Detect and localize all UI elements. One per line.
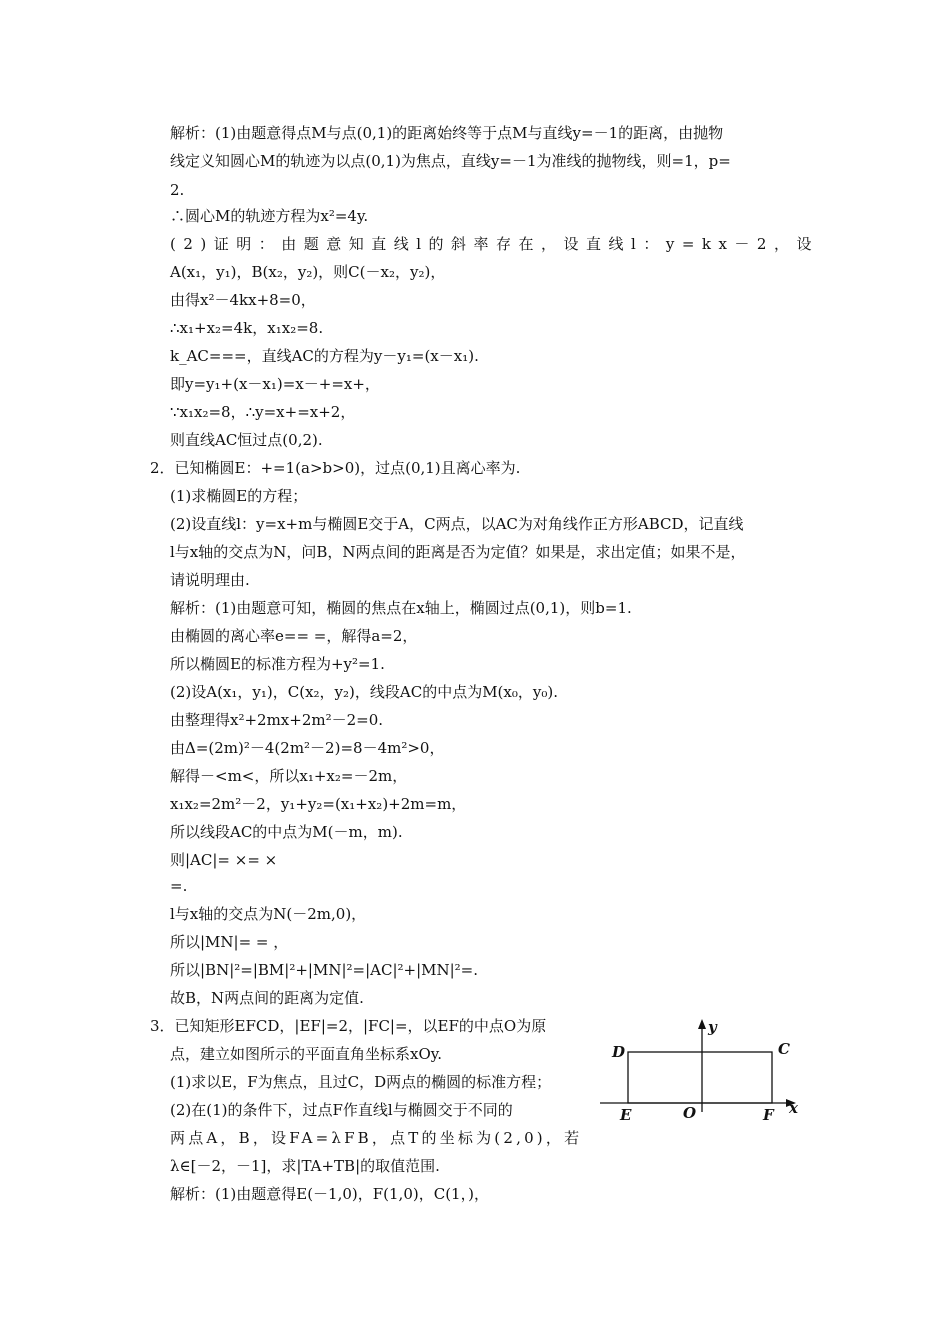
p2-line-3: (2)设直线l：y=x+m与椭圆E交于A，C两点，以AC为对角线作正方形ABCD，记直线 (170, 515, 744, 533)
p1-line-12: 则直线AC恒过点(0,2). (170, 431, 323, 449)
p1-line-10: 即y=y₁+(x－x₁)=x－+=x+， (170, 375, 380, 393)
p3-line-3: (1)求以E，F为焦点，且过C，D两点的椭圆的标准方程； (170, 1073, 552, 1091)
y-axis-arrow-icon (698, 1019, 706, 1029)
p1-line-8: ∴x₁+x₂=4k，x₁x₂=8. (170, 319, 324, 337)
p3-question: 3．已知矩形EFCD，|EF|=2，|FC|=，以EF的中点O为原 (150, 1017, 547, 1035)
p2-line-9: (2)设A(x₁，y₁)，C(x₂，y₂)，线段AC的中点为M(x₀，y₀). (170, 683, 558, 701)
p3-line-2: 点，建立如图所示的平面直角坐标系xOy. (170, 1045, 443, 1063)
p2-line-5: 请说明理由. (170, 571, 250, 589)
p2-line-11: 由Δ=(2m)²－4(2m²－2)=8－4m²>0， (170, 739, 445, 757)
p3-line-6: λ∈[－2，－1]，求|TA+TB|的取值范围. (170, 1157, 440, 1175)
point-e-label: E (620, 1106, 632, 1122)
p2-line-4: l与x轴的交点为N，问B，N两点间的距离是否为定值？如果是，求出定值；如果不是， (170, 543, 746, 561)
p2-line-12: 解得－<m<，所以x₁+x₂=－2m， (170, 767, 408, 785)
point-d-label: D (612, 1043, 626, 1061)
p2-line-14: 所以线段AC的中点为M(－m，m). (170, 823, 403, 841)
p2-line-19: 所以|BN|²=|BM|²+|MN|²=|AC|²+|MN|²=. (170, 961, 479, 979)
p1-line-2: 线定义知圆心M的轨迹为以点(0,1)为焦点，直线y=－1为准线的抛物线，则=1，p= (170, 152, 731, 170)
p2-line-6: 解析：(1)由题意可知，椭圆的焦点在x轴上，椭圆过点(0,1)，则b=1. (170, 599, 632, 617)
p2-line-13: x₁x₂=2m²－2，y₁+y₂=(x₁+x₂)+2m=m， (170, 795, 467, 813)
p2-line-18: 所以|MN|= = ， (170, 933, 289, 951)
p2-line-15: 则|AC|= ×= × (170, 851, 278, 869)
x-axis-label: x (789, 1099, 798, 1117)
p1-line-11: ∵x₁x₂=8，∴y=x+=x+2， (170, 403, 356, 421)
p3-line-7: 解析：(1)由题意得E(－1,0)，F(1,0)，C(1，)， (170, 1185, 489, 1203)
p2-line-2: (1)求椭圆E的方程； (170, 487, 308, 505)
p2-line-10: 由整理得x²+2mx+2m²－2=0. (170, 711, 384, 729)
p2-line-16: =. (170, 877, 188, 895)
p2-line-17: l与x轴的交点为N(－2m,0)， (170, 905, 367, 923)
p1-line-4: ∴圆心M的轨迹方程为x²=4y. (170, 207, 369, 225)
p1-line-6: A(x₁，y₁)，B(x₂，y₂)，则C(－x₂，y₂)， (170, 263, 446, 281)
coordinate-figure (596, 1016, 812, 1122)
p2-line-8: 所以椭圆E的标准方程为+y²=1. (170, 655, 385, 673)
y-axis-label: y (708, 1018, 717, 1036)
p1-line-1: 解析：(1)由题意得点M与点(0,1)的距离始终等于点M与直线y=－1的距离，由抛物 (170, 124, 724, 142)
p3-line-5: 两点A，B，设FA=λFB，点T的坐标为(2,0)，若 (170, 1129, 583, 1147)
p2-line-7: 由椭圆的离心率e== =，解得a=2， (170, 627, 418, 645)
point-f-label: F (763, 1106, 774, 1122)
p1-line-5: (2)证明：由题意知直线l的斜率存在，设直线l：y=kx－2，设 (170, 235, 819, 253)
p2-question: 2．已知椭圆E：+=1(a>b>0)，过点(0,1)且离心率为. (150, 459, 521, 477)
p1-line-9: k_AC===，直线AC的方程为y－y₁=(x－x₁). (170, 347, 479, 365)
p1-line-3: 2. (170, 181, 185, 199)
p1-line-7: 由得x²－4kx+8=0， (170, 291, 316, 309)
p3-line-4: (2)在(1)的条件下，过点F作直线l与椭圆交于不同的 (170, 1101, 513, 1119)
point-o-label: O (683, 1104, 697, 1122)
point-c-label: C (778, 1040, 790, 1058)
p2-line-20: 故B，N两点间的距离为定值. (170, 989, 364, 1007)
rectangle-efcd (628, 1052, 772, 1103)
